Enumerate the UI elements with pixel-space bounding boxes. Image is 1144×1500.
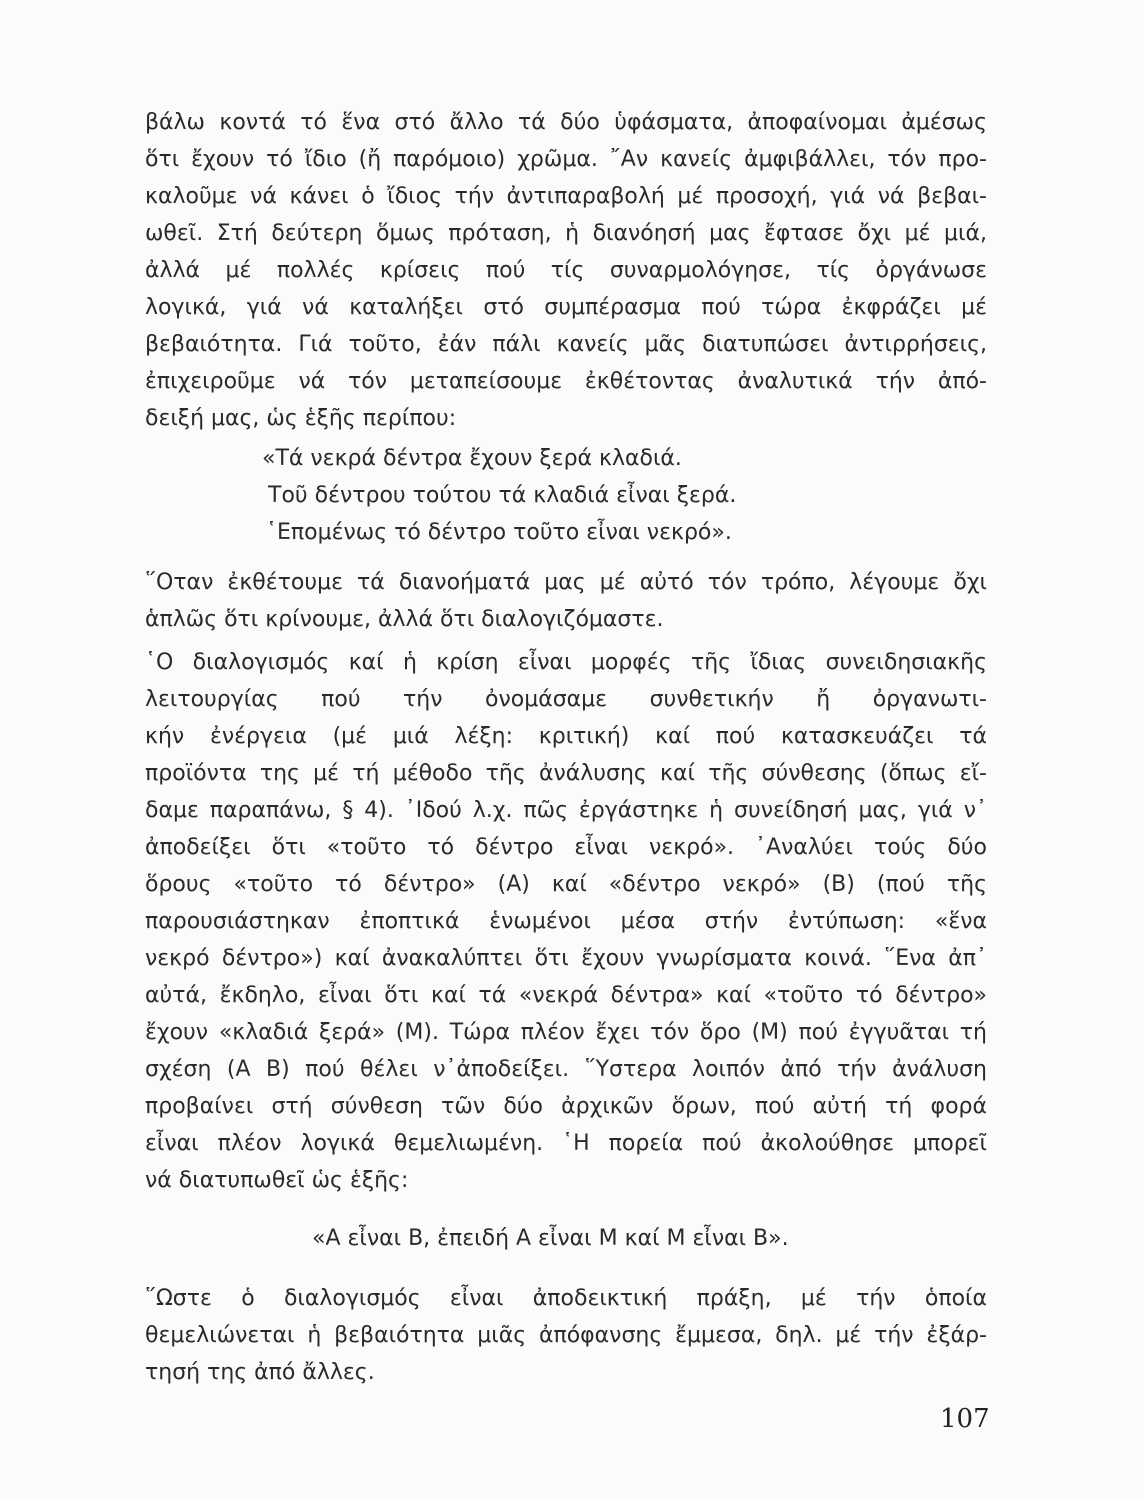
text-line: δειξή μας, ὡς ἑξῆς περίπου: xyxy=(145,406,457,431)
text-line: ἀποδείξει ὅτι «τοῦτο τό δέντρο εἶναι νεκρό». ᾽Αναλύει τούς δύο xyxy=(145,835,987,860)
text-line: εἶναι πλέον λογικά θεμελιωμένη. ῾Η πορεία πού ἀκολούθησε μπορεῖ xyxy=(145,1131,987,1156)
text-line: βεβαιότητα. Γιά τοῦτο, ἐάν πάλι κανείς μᾶς διατυπώσει ἀντιρρήσεις, xyxy=(145,332,987,357)
syllogism-line: «Τά νεκρά δέντρα ἔχουν ξερά κλαδιά. xyxy=(262,446,682,471)
text-line: ὅρους «τοῦτο τό δέντρο» (Α) καί «δέντρο νεκρό» (Β) (πού τῆς xyxy=(145,872,987,897)
syllogism-line: Τοῦ δέντρου τούτου τά κλαδιά εἶναι ξερά. xyxy=(268,483,737,508)
page-number: 107 xyxy=(940,1404,990,1434)
text-line: λειτουργίας πού τήν ὀνομάσαμε συνθετικήν ἤ ὀργανωτι- xyxy=(145,687,987,712)
text-line: σχέση (Α Β) πού θέλει ν᾽ἀποδείξει. ῞Υστερα λοιπόν ἀπό τήν ἀνάλυση xyxy=(145,1057,987,1082)
text-line: νεκρό δέντρο») καί ἀνακαλύπτει ὅτι ἔχουν γνωρίσματα κοινά. ῞Ενα ἀπ᾽ xyxy=(145,946,987,971)
text-line: ῞Οταν ἐκθέτουμε τά διανοήματά μας μέ αὐτό τόν τρόπο, λέγουμε ὄχι xyxy=(145,570,987,595)
text-line: ἐπιχειροῦμε νά τόν μεταπείσουμε ἐκθέτοντας ἀναλυτικά τήν ἀπό- xyxy=(145,369,987,394)
text-line: αὐτά, ἔκδηλο, εἶναι ὅτι καί τά «νεκρά δέντρα» καί «τοῦτο τό δέντρο» xyxy=(145,983,987,1008)
text-line: τησή της ἀπό ἄλλες. xyxy=(145,1360,375,1385)
text-line: νά διατυπωθεῖ ὡς ἑξῆς: xyxy=(145,1168,409,1193)
text-line: ἀλλά μέ πολλές κρίσεις πού τίς συναρμολόγησε, τίς ὀργάνωσε xyxy=(145,258,987,283)
text-line: ῞Ωστε ὁ διαλογισμός εἶναι ἀποδεικτική πράξη, μέ τήν ὁποία xyxy=(145,1286,987,1311)
text-line: προϊόντα της μέ τή μέθοδο τῆς ἀνάλυσης καί τῆς σύνθεσης (ὅπως εἴ- xyxy=(145,761,987,786)
text-line: δαμε παραπάνω, § 4). ᾽Ιδού λ.χ. πῶς ἐργάστηκε ἡ συνείδησή μας, γιά ν᾽ xyxy=(145,798,987,823)
text-line: βάλω κοντά τό ἕνα στό ἄλλο τά δύο ὑφάσματα, ἀποφαίνομαι ἀμέσως xyxy=(145,110,987,135)
text-line: ωθεῖ. Στή δεύτερη ὅμως πρόταση, ἡ διανόησή μας ἔφτασε ὄχι μέ μιά, xyxy=(145,221,987,246)
syllogism-line: «Α εἶναι Β, ἐπειδή Α εἶναι Μ καί Μ εἶναι Β». xyxy=(312,1226,789,1251)
text-line: ὅτι ἔχουν τό ἴδιο (ἤ παρόμοιο) χρῶμα. ῎Αν κανείς ἀμφιβάλλει, τόν προ- xyxy=(145,147,987,172)
text-line: ῾Ο διαλογισμός καί ἡ κρίση εἶναι μορφές τῆς ἴδιας συνειδησιακῆς xyxy=(145,650,987,675)
text-line: προβαίνει στή σύνθεση τῶν δύο ἀρχικῶν ὅρων, πού αὐτή τή φορά xyxy=(145,1094,987,1119)
text-line: ἔχουν «κλαδιά ξερά» (Μ). Τώρα πλέον ἔχει τόν ὅρο (Μ) πού ἐγγυᾶται τή xyxy=(145,1020,987,1045)
text-line: παρουσιάστηκαν ἐποπτικά ἑνωμένοι μέσα στήν ἐντύπωση: «ἕνα xyxy=(145,909,987,934)
syllogism-line: ῾Επομένως τό δέντρο τοῦτο εἶναι νεκρό». xyxy=(266,520,732,545)
text-line: κήν ἐνέργεια (μέ μιά λέξη: κριτική) καί πού κατασκευάζει τά xyxy=(145,724,987,749)
text-line: ἁπλῶς ὅτι κρίνουμε, ἀλλά ὅτι διαλογιζόμαστε. xyxy=(145,607,664,632)
text-line: θεμελιώνεται ἡ βεβαιότητα μιᾶς ἀπόφανσης ἔμμεσα, δηλ. μέ τήν ἐξάρ- xyxy=(145,1323,987,1348)
text-line: λογικά, γιά νά καταλήξει στό συμπέρασμα πού τώρα ἐκφράζει μέ xyxy=(145,295,987,320)
text-line: καλοῦμε νά κάνει ὁ ἴδιος τήν ἀντιπαραβολή μέ προσοχή, γιά νά βεβαι- xyxy=(145,184,987,209)
